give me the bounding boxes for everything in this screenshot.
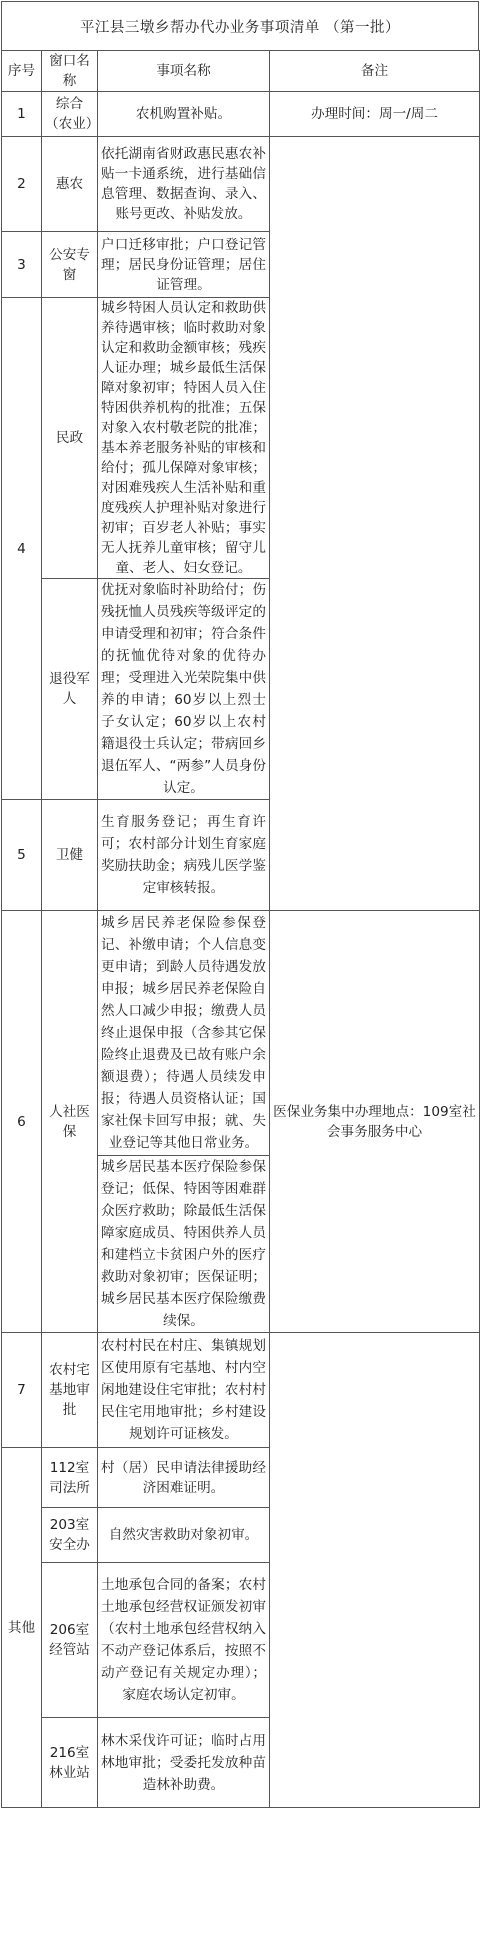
row-item: 自然灾害救助对象初审。	[98, 1508, 270, 1563]
row-item: 生育服务登记；再生育许可；农村部分计划生育家庭奖励扶助金；病残儿医学鉴定审核转报。	[98, 800, 270, 911]
header-no: 序号	[2, 51, 42, 92]
row-item: 户口迁移审批；户口登记管理；居民身份证管理；居住证管理。	[98, 232, 270, 298]
row-note-empty	[270, 1333, 480, 1808]
row-item: 土地承包合同的备案；农村土地承包经营权证颁发初审（农村土地承包经营权纳入不动产登记体系后，按照不动产登记有关规定办理）；家庭农场认定初审。	[98, 1563, 270, 1718]
row-window: 退役军人	[42, 579, 98, 800]
document-sheet	[1, 1, 479, 1957]
row-item: 优抚对象临时补助给付；伤残抚恤人员残疾等级评定的申请受理和初审；符合条件的抚恤优待对象的优待办理；受理进入光荣院集中供养的申请；60岁以上烈士子女认定；60岁以上农村籍退役士兵认定；带病回乡退伍军人、“两参”人员身份认定。	[98, 579, 270, 800]
row-no: 5	[2, 800, 42, 911]
row-window: 综合（农业）	[42, 92, 98, 137]
row-window: 惠农	[42, 137, 98, 232]
row-item: 林木采伐许可证；临时占用林地审批；受委托发放种苗造林补助费。	[98, 1718, 270, 1808]
table-row	[2, 911, 480, 1156]
row-window: 206室经管站	[42, 1563, 98, 1718]
row-item: 农村村民在村庄、集镇规划区使用原有宅基地、村内空闲地建设住宅审批；农村村民住宅用地审批；乡村建设规划许可证核发。	[98, 1333, 270, 1448]
row-window: 人社医保	[42, 911, 98, 1333]
row-window: 公安专窗	[42, 232, 98, 298]
row-no: 4	[2, 298, 42, 800]
row-no: 其他	[2, 1448, 42, 1808]
table-row	[2, 92, 480, 137]
row-window: 216室林业站	[42, 1718, 98, 1808]
row-window: 卫健	[42, 800, 98, 911]
row-window: 农村宅基地审批	[42, 1333, 98, 1448]
document-title: 平江县三墩乡帮办代办业务事项清单 （第一批）	[1, 1, 479, 51]
row-item: 依托湖南省财政惠民惠农补贴一卡通系统，进行基础信息管理、数据查询、录入、账号更改、补贴发放。	[98, 137, 270, 232]
row-window: 民政	[42, 298, 98, 579]
row-window: 203室安全办	[42, 1508, 98, 1563]
row-item: 城乡居民基本医疗保险参保登记；低保、特困等困难群众医疗救助；除最低生活保障家庭成员、特困供养人员和建档立卡贫困户外的医疗救助对象初审；医保证明；城乡居民基本医疗保险缴费续保。	[98, 1156, 270, 1333]
row-item: 农机购置补贴。	[98, 92, 270, 137]
table-row	[2, 1333, 480, 1448]
row-item: 城乡特困人员认定和救助供养待遇审核；临时救助对象认定和救助金额审核；残疾人证办理；城乡最低生活保障对象初审；特困人员入住特困供养机构的批准；五保对象入农村敬老院的批准；基本养老服务补贴的审核和给付；孤儿保障对象审核；对困难残疾人生活补贴和重度残疾人护理补贴对象进行初审；百岁老人补贴；事实无人抚养儿童审核；留守儿童、老人、妇女登记。	[98, 298, 270, 579]
row-window: 112室司法所	[42, 1448, 98, 1508]
row-item: 城乡居民养老保险参保登记、补缴申请；个人信息变更申请；到龄人员待遇发放申报；城乡居民养老保险自然人口减少申报；缴费人员终止退保申报（含参其它保险终止退费及已故有账户余额退费）；待遇人员续发申报；待遇人员资格认证；国家社保卡回写申报；就、失业登记等其他日常业务。	[98, 911, 270, 1156]
header-note: 备注	[270, 51, 480, 92]
row-no: 3	[2, 232, 42, 298]
header-item: 事项名称	[98, 51, 270, 92]
row-no: 1	[2, 92, 42, 137]
row-no: 2	[2, 137, 42, 232]
table-row	[2, 137, 480, 232]
row-item: 村（居）民申请法律援助经济困难证明。	[98, 1448, 270, 1508]
row-note: 办理时间：周一/周二	[270, 92, 480, 137]
header-window: 窗口名称	[42, 51, 98, 92]
service-list-table	[1, 50, 480, 1808]
row-note: 医保业务集中办理地点：109室社会事务服务中心	[270, 911, 480, 1333]
row-no: 7	[2, 1333, 42, 1448]
row-note-empty	[270, 137, 480, 911]
row-no: 6	[2, 911, 42, 1333]
header-row	[2, 51, 480, 92]
